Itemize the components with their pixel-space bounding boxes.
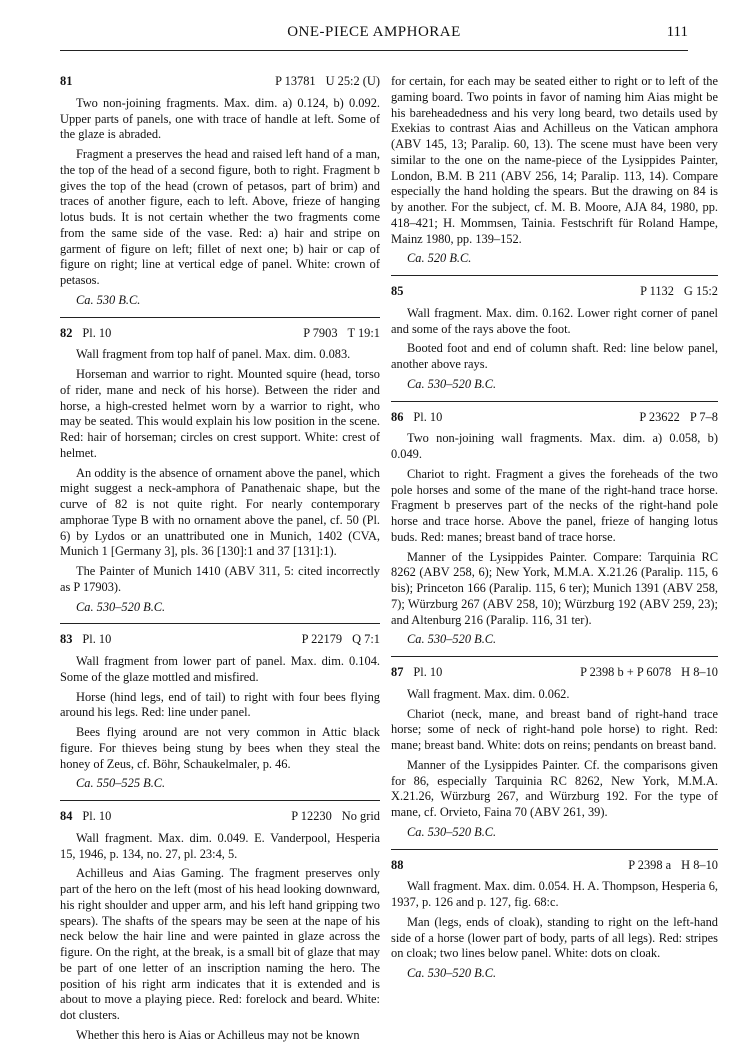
inventory-number: P 12230 [291, 809, 332, 823]
inventory-numbers [292, 632, 380, 648]
entry-number: 85 [391, 284, 404, 298]
catalogue-entry [60, 74, 380, 309]
inventory-number: P 2398 a [628, 857, 672, 872]
entry-date: Ca. 530–520 B.C. [407, 632, 497, 647]
entry-number: 86 [391, 409, 404, 424]
entry-date: Ca. 530–520 B.C. [76, 599, 166, 614]
entry-heading [60, 74, 380, 90]
entry-paragraph: An oddity is the absence of ornament above the panel, which might suggest a neck-amphora of Panathenaic shape, but the curve of 82 is not quite right. For nearly contemporary amphorae Type B with no ornament above the panel, cf. 50 (Pl. 6) by Lydos or an unattributed one in Munich, 1402 (CVA, Munich 1 [Germany 3], pls. 36 [130]:1 and 37 [131]:1). [60, 465, 380, 559]
catalogue-entry [60, 317, 380, 616]
entry-paragraph: Manner of the Lysippides Painter. Cf. the comparisons given for 86, especially Tarquinia RC 8262, New York, M.M.A. X.21.26, Würzburg 267, and Würzburg 192. For the type of mane, cf. Orvieto, Faina 70 (ABV 261, 39). [391, 757, 718, 819]
plate-reference: Pl. 10 [82, 325, 112, 340]
inventory-numbers [293, 326, 380, 342]
grid-reference: H 8–10 [681, 857, 718, 872]
page-number: 111 [666, 24, 688, 40]
plate-reference: Pl. 10 [413, 665, 443, 679]
entry-label [391, 665, 442, 681]
inventory-number: P 22179 [301, 632, 343, 647]
entry-paragraph: Chariot (neck, mane, and breast band of right-hand trace horse; some of neck of right-hand pole horse) to right. Red: mane; breast band. White: dots on reins; pendants on breast band. [391, 706, 718, 752]
entry-paragraph: Wall fragment. Max. dim. 0.054. H. A. Thompson, Hesperia 6, 1937, p. 126 and p. 127, fig. 68:c. [391, 879, 718, 909]
entry-label [60, 632, 111, 648]
catalogue-entry [391, 275, 718, 393]
entry-divider [60, 800, 380, 801]
inventory-numbers [265, 74, 380, 90]
inventory-numbers [570, 665, 718, 681]
entry-label [391, 284, 403, 300]
entry-paragraph: Wall fragment. Max. dim. 0.062. [407, 686, 570, 701]
entry-paragraph: Wall fragment. Max. dim. 0.162. Lower right corner of panel and some of the rays above the foot. [391, 305, 718, 336]
grid-reference: G 15:2 [683, 284, 718, 298]
entry-paragraph: Whether this hero is Aias or Achilleus may not be known [76, 1027, 360, 1042]
entry-paragraph: Wall fragment from top half of panel. Max. dim. 0.083. [76, 347, 351, 362]
entry-heading [391, 665, 718, 681]
entry-paragraph: Man (legs, ends of cloak), standing to right on the left-hand side of a horse (lower part of body, parts of all legs). Red: stripes on cloak; two lines below panel. White: dots on cloak. [391, 914, 718, 961]
entry-paragraph: Chariot to right. Fragment a gives the foreheads of the two pole horses and some of the mane of the right-hand trace horse. Fragment b preserves part of the necks of the right-hand pole horse and trace horse. Above the panel, frieze of hanging lotus buds. Red: manes; breast band of trace horse. [391, 466, 718, 544]
entry-paragraph: Horseman and warrior to right. Mounted squire (head, torso of rider, mane and neck of his horse). Between the rider and horse, a high-crested helmet worn by a warrior to right, who may be seated. This would explain his low position in the scene. Red: hair of horseman; circles on crest support. White: crest of helmet. [60, 367, 380, 460]
entry-heading [60, 326, 380, 342]
entry-label [391, 858, 403, 874]
entry-divider [60, 623, 380, 624]
running-header [60, 20, 688, 51]
entry-divider [60, 317, 380, 318]
inventory-number: P 2398 b + P 6078 [580, 665, 672, 679]
entry-date: Ca. 520 B.C. [407, 251, 472, 266]
entry-label [391, 410, 442, 426]
entry-paragraph: for certain, for each may be seated either to right or to left of the gaming board. Two points in favor of naming him Aias might be his bareheadedness and his very long beard, two details used by Exekias to contrast Aias and Achilleus on the Vatican amphora (ABV 145, 13; Paralip. 60, 13). The scene must have been very similar to the one on the name-piece of the Lysippides Painter, London, B.M. B 211 (ABV 256, 14; Paralip. 113, 14). Compare especially the hand holding the spears. But the drawing on 84 is by another. For the subject, cf. M. B. Moore, AJA 84, 1980, pp. 418–421; H. Mommsen, Tainia. Festschrift für Roland Hampe, Mainz 1980, pp. 139–152. [391, 74, 718, 246]
entry-paragraph: Achilleus and Aias Gaming. The fragment preserves only part of the hero on the left (most of his head looking downward, his right shoulder and upper arm, and his left hand gripping two spears). The shafts of the spears may be seen at the nape of his neck below the hair line and were painted in glaze across the figure. On the right, at the break, is a small bit of glaze that may be part of one letter of an inscription naming the hero. The position of his right arm indicates that it is extended and is about to move a playing piece. Red: forelock and beard. White: dot clusters. [60, 866, 380, 1022]
entry-paragraph: Wall fragment from lower part of panel. Max. dim. 0.104. Some of the glaze mottled and misfired. [60, 654, 380, 684]
page-title: ONE-PIECE AMPHORAE [287, 24, 461, 40]
entry-number: 82 [60, 325, 73, 340]
catalogue-entry [391, 849, 718, 982]
entry-paragraph: Bees flying around are not very common in Attic black figure. For thieves being stung by bees when they steal the honey of Zeus, cf. Böhr, Schaukelmaler, p. 46. [60, 725, 380, 771]
catalogue-entry [391, 656, 718, 841]
entry-date: Ca. 530 B.C. [76, 292, 141, 307]
inventory-number: P 13781 [275, 74, 316, 88]
grid-reference: T 19:1 [347, 325, 380, 340]
entry-number: 87 [391, 665, 404, 679]
grid-reference: No grid [341, 809, 380, 823]
inventory-numbers [629, 410, 718, 426]
entry-paragraph: Fragment a preserves the head and raised left hand of a man, the top of the head of a second figure, both to right. Fragment b gives the top of the head (crown of petasos, part of brim) and traces of another figure, each to left. Above, frieze of hanging lotus buds. It is not certain whether the two fragments come from the same side of the vase. Red: a) hair and stripe on garment of figure on left; fillet of next one; b) hair or cap of figure on right; line at vertical edge of panel. White: crown of petasos. [60, 147, 380, 287]
entry-date: Ca. 530–520 B.C. [407, 824, 497, 839]
entry-divider [391, 275, 718, 276]
entry-number: 88 [391, 857, 404, 872]
inventory-number: P 7903 [303, 325, 338, 340]
entry-paragraph: Two non-joining fragments. Max. dim. a) 0.124, b) 0.092. Upper parts of panels, one with trace of handle at left. Some of the glaze is abraded. [60, 95, 380, 142]
entry-paragraph: The Painter of Munich 1410 (ABV 311, 5: cited incorrectly as P 17903). [60, 564, 380, 594]
right-column [391, 74, 718, 990]
entry-paragraph: Booted foot and end of column shaft. Red: line below panel, another above rays. [391, 341, 718, 371]
grid-reference: P 7–8 [689, 409, 718, 424]
entry-divider [391, 401, 718, 402]
entry-paragraph: Wall fragment. Max. dim. 0.049. E. Vanderpool, Hesperia 15, 1946, p. 134, no. 27, pl. 23:4, 5. [60, 830, 380, 861]
left-column [60, 74, 380, 1052]
grid-reference: H 8–10 [681, 665, 718, 679]
entry-date: Ca. 530–520 B.C. [407, 376, 497, 391]
entry-date: Ca. 550–525 B.C. [76, 776, 166, 791]
grid-reference: U 25:2 (U) [325, 74, 380, 88]
catalogue-entry [60, 623, 380, 792]
entry-number: 84 [60, 809, 73, 823]
plate-reference: Pl. 10 [82, 809, 112, 823]
entry-divider [391, 849, 718, 850]
entry-heading [391, 284, 718, 300]
plate-reference: Pl. 10 [413, 409, 443, 424]
entry-paragraph: Two non-joining wall fragments. Max. dim. a) 0.058, b) 0.049. [391, 431, 718, 461]
entry-number: 81 [60, 74, 73, 88]
catalogue-entry [60, 800, 380, 1044]
entry-date: Ca. 530–520 B.C. [407, 966, 497, 980]
plate-reference: Pl. 10 [82, 632, 112, 647]
entry-heading [60, 809, 380, 825]
inventory-numbers [618, 858, 718, 874]
inventory-numbers [630, 284, 718, 300]
entry-label [60, 74, 72, 90]
entry-heading [391, 858, 718, 874]
entry-divider [391, 656, 718, 657]
entry-paragraph: Manner of the Lysippides Painter. Compare: Tarquinia RC 8262 (ABV 258, 6); New York, M.M.A. X.21.26 (Paralip. 115, 6 bis); Princeton 166 (Paralip. 115, 6 ter); Munich 1391 (ABV 258, 7); Würzburg 267 (ABV 258, 10); Würzburg 192 (ABV 259, 23); and Altenburg 216 (Paralip. 116, 31 ter). [391, 549, 718, 627]
entry-label [60, 326, 111, 342]
entry-label [60, 809, 111, 825]
grid-reference: Q 7:1 [352, 632, 380, 647]
inventory-number: P 1132 [640, 284, 674, 298]
entry-heading [60, 632, 380, 648]
entry-number: 83 [60, 632, 73, 647]
inventory-number: P 23622 [639, 409, 680, 424]
entry-paragraph: Horse (hind legs, end of tail) to right with four bees flying around his legs. Red: line under panel. [60, 689, 380, 720]
catalogue-entry [391, 401, 718, 649]
inventory-numbers [281, 809, 380, 825]
entry-heading [391, 410, 718, 426]
catalogue-entry [391, 74, 718, 267]
